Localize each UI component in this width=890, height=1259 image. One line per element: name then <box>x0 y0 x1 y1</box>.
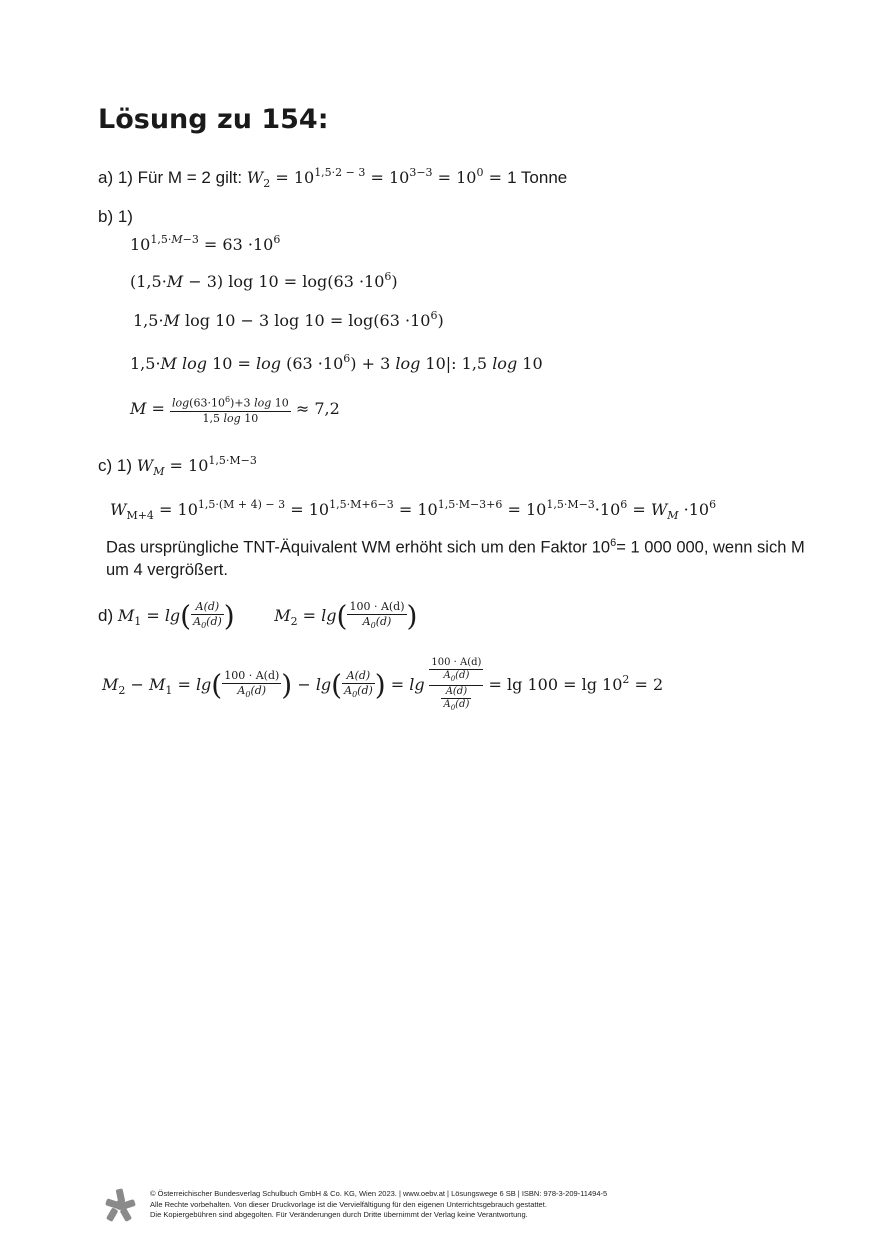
denominator: A <box>443 699 451 711</box>
footer <box>150 1189 607 1221</box>
equation-b-3 <box>133 305 444 332</box>
lg: lg <box>195 675 212 694</box>
exponent: 1,5·M−3 <box>546 498 595 511</box>
var-W: W <box>136 456 154 475</box>
equation-b-2 <box>130 266 398 293</box>
eq: = <box>141 606 165 625</box>
term: 10|: 1,5 <box>420 354 493 373</box>
lg: lg <box>409 675 425 694</box>
exponent: 6 <box>224 395 231 405</box>
log: log <box>171 396 190 410</box>
fraction <box>191 600 224 633</box>
sub: 1 <box>134 615 142 628</box>
denominator: (d) <box>250 683 267 697</box>
exponent: 1,5·M−3+6 <box>437 498 503 511</box>
exponent: 6 <box>273 233 281 246</box>
denominator: (d) <box>375 614 392 628</box>
sub: 2 <box>263 177 271 190</box>
term: (63 ·10 <box>281 354 344 373</box>
fraction <box>441 686 471 714</box>
sub: 0 <box>370 621 376 631</box>
numerator: 100 · A(d) <box>431 657 482 669</box>
term: 10 <box>456 168 477 187</box>
para-text: = 1 000 000, wenn sich M um 4 vergrößert. <box>106 538 805 579</box>
term: ) <box>437 311 444 330</box>
eq: = <box>297 606 322 625</box>
term: 1,5· <box>133 311 164 330</box>
var-M: M <box>102 675 119 694</box>
term: ·10 <box>594 500 621 519</box>
term: (63·10 <box>189 396 225 410</box>
var-M: M <box>274 606 291 625</box>
eq: = <box>172 675 196 694</box>
term: 10 = <box>207 354 257 373</box>
sub: 2 <box>290 615 298 628</box>
term: 10 <box>417 500 438 519</box>
minus: − <box>292 675 316 694</box>
approx-result: ≈ 7,2 <box>290 399 340 418</box>
footer-line: Die Kopiergebühren sind abgegolten. Für Veränderungen durch Dritte übernimmt der Verlag keine Verantwortung. <box>150 1210 528 1219</box>
sub: 0 <box>352 690 358 700</box>
term: )+3 <box>230 396 255 410</box>
para-text: Das ursprüngliche TNT-Äquivalent WM erhöht sich um den Faktor 10 <box>106 538 611 557</box>
term: 10 <box>271 396 289 410</box>
solution-a: a) 1) Für M = 2 gilt: $W_2 = 10^{1,5\cdot 2 - 3} = 10^{3-3} = 10^0 = 1$ Tonne <box>98 166 568 190</box>
term: 10 <box>293 168 315 187</box>
log: log <box>176 354 207 373</box>
fraction <box>170 393 291 426</box>
term: (1,5· <box>130 272 167 291</box>
term: 10 <box>177 500 198 519</box>
var-W: W <box>110 500 127 519</box>
term: 10 <box>525 500 547 519</box>
solution-c-1 <box>98 450 257 483</box>
var-M: M <box>117 606 135 625</box>
exponent: 2 <box>622 673 630 686</box>
numerator: A(d) <box>342 669 375 684</box>
label-b: b) 1) <box>98 207 133 226</box>
exponent: 6 <box>610 537 617 549</box>
var-W: W <box>246 168 264 187</box>
numerator: 100 · A(d) <box>224 668 280 682</box>
eq: = <box>270 168 294 187</box>
exponent: 0 <box>476 166 484 179</box>
final-result: = 2 <box>629 675 664 694</box>
sub: M <box>667 509 679 522</box>
denominator: (d) <box>206 614 222 628</box>
exponent: 1,5·M−3 <box>208 454 257 467</box>
denominator: (d) <box>455 670 470 682</box>
exponent: 1,5·M+6−3 <box>329 498 394 511</box>
exponent: 6 <box>620 498 628 511</box>
compound-denominator <box>429 686 483 714</box>
term: 10 <box>517 354 543 373</box>
term: = lg 100 = lg 10 <box>483 675 623 694</box>
footer-line: © Österreichischer Bundesverlag Schulbuch GmbH & Co. KG, Wien 2023. | www.oebv.at | Lösungswege 6 SB | ISBN: 978-3-209-11494-5 <box>150 1189 608 1198</box>
equation-b-4 <box>130 348 543 375</box>
compound-numerator <box>429 657 483 686</box>
exponent: 1,5· <box>150 233 172 246</box>
sub: 0 <box>450 704 456 713</box>
var-W: W <box>650 500 668 519</box>
log: log <box>492 354 518 373</box>
sub: M+4 <box>126 509 154 522</box>
equation-b-1 <box>130 229 280 256</box>
lg: lg <box>315 675 332 694</box>
log: log <box>256 354 282 373</box>
var-M: M <box>160 354 177 373</box>
footer-line: Alle Rechte vorbehalten. Von dieser Druckvorlage ist die Vervielfältigung für den eigenen Unterrichtsgebrauch gestattet. <box>150 1199 547 1209</box>
log: log <box>223 411 241 425</box>
exponent: −3 <box>182 233 199 246</box>
exponent: 1,5·(M + 4) − 3 <box>197 498 286 511</box>
var-M: M <box>130 399 147 418</box>
sub: 2 <box>118 684 126 697</box>
term: = 63 ·10 <box>198 235 274 254</box>
term: − 3) log 10 = log(63 ·10 <box>183 272 385 291</box>
sub: 0 <box>201 621 207 631</box>
denominator: A <box>362 614 371 628</box>
fraction <box>342 669 375 702</box>
solution-c-2: $W_{M+4} = 10^{1,5\cdot(M + 4) - 3} = 10^{1,5\cdot M+6-3} = 10^{1,5\cdot M-3+6} = 10^{1,5\cdot M-3}\cdot 10^6 = W_M \cdot 10^6$ <box>110 498 717 522</box>
numerator: A(d) <box>191 600 224 615</box>
lg: lg <box>164 606 181 625</box>
eq: = <box>164 456 189 475</box>
term: 10 <box>240 411 259 425</box>
explanation-c <box>106 532 826 581</box>
denominator: A <box>443 670 451 682</box>
term: log 10 − 3 log 10 = log(63 ·10 <box>179 311 431 330</box>
solution-d-1: d) $M_1 = \lg$( $\frac{A(d)}{A_0(d)}$ ) $M_2 = \lg$( $\frac{100 \cdot A(d)}{A_0(d)}$ ) <box>98 599 418 633</box>
denominator: A <box>237 683 246 697</box>
result-a: 1 Tonne <box>507 168 568 187</box>
sub: 0 <box>245 690 251 700</box>
numerator: 100 · A(d) <box>349 599 405 613</box>
term: ) <box>391 272 398 291</box>
log: log <box>395 354 421 373</box>
term: 10 <box>308 500 330 519</box>
denominator: A <box>344 683 353 697</box>
label-d: d) <box>98 606 118 625</box>
fraction <box>429 657 483 685</box>
var-M: M <box>148 675 166 694</box>
fraction <box>222 669 281 702</box>
var-M: M <box>166 272 184 291</box>
term: 10 <box>388 168 410 187</box>
eq: = <box>153 500 178 519</box>
eq: = <box>385 675 410 694</box>
term: ) + 3 <box>350 354 396 373</box>
numerator: A(d) <box>441 686 471 699</box>
lg: lg <box>321 606 337 625</box>
term: 10 <box>188 456 209 475</box>
exponent: 6 <box>709 498 717 511</box>
equation-b-5 <box>130 392 340 426</box>
label-c: c) 1) <box>98 456 137 475</box>
denominator: (d) <box>455 699 470 711</box>
exponent: 6 <box>430 309 438 322</box>
sub: 0 <box>450 675 456 684</box>
page-title: Lösung zu 154: <box>98 104 329 135</box>
denominator: (d) <box>357 683 373 697</box>
var-M: M <box>163 311 180 330</box>
term: ·10 <box>678 500 710 519</box>
log: log <box>254 396 272 410</box>
fraction <box>347 600 406 633</box>
minus: − <box>125 675 149 694</box>
exponent: 1,5·2 − 3 <box>314 166 366 179</box>
eq: = <box>146 399 170 418</box>
term: 1,5· <box>130 354 161 373</box>
sub: 1 <box>165 684 173 697</box>
sub: M <box>153 465 165 478</box>
label-a: a) 1) Für M = 2 gilt: <box>98 168 247 187</box>
exponent: 6 <box>384 270 392 283</box>
solution-d-2: $M_2 - M_1 = \lg$( $\frac{100 \cdot A(d)}{A_0(d)}$ ) − lg( $\frac{A(d)}{A_0(d)}$ ) = lg $\frac{\frac{100 \cdot A(d)}{A_0(d)}}{\frac{A(d)}{A_0(d)}}$ = $\lg 100 = \lg 10^2 = 2$ <box>102 657 664 713</box>
exponent-var: M <box>171 233 183 246</box>
publisher-logo-icon <box>104 1188 136 1222</box>
exponent: 3−3 <box>409 166 433 179</box>
compound-fraction <box>429 657 483 714</box>
term: 1,5 <box>202 411 224 425</box>
exponent: 6 <box>343 352 351 365</box>
term: 10 <box>130 235 151 254</box>
denominator: A <box>193 614 202 628</box>
